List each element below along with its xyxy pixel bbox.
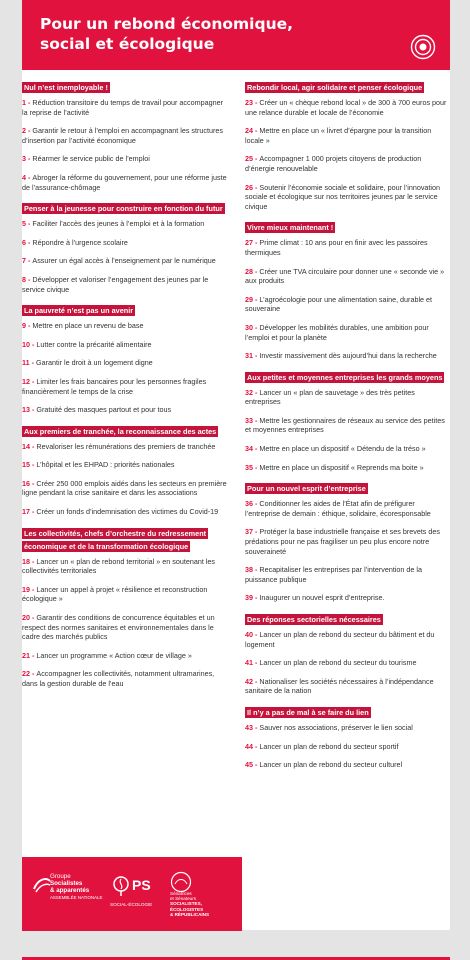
measure-dash: - [255, 322, 258, 332]
measure-number: 19 [22, 584, 30, 594]
ps-logo [110, 871, 160, 917]
section [245, 481, 450, 603]
measure-number: 16 [22, 478, 30, 488]
measure-text: Lancer un plan de rebond du secteur sportif [259, 741, 399, 751]
measure-item [22, 479, 227, 498]
section-title: Aux premiers de tranchée, la reconnaissance des actes [24, 426, 217, 436]
section-heading [245, 705, 450, 718]
measure-item [22, 98, 227, 117]
section-heading [22, 80, 227, 93]
measure-item [245, 295, 450, 314]
measure-text: L’hôpital et les EHPAD : priorités nationales [36, 460, 175, 470]
section [22, 303, 227, 415]
measure-text: Mettre en place un « livret d’épargne pour la transition locale » [245, 126, 432, 145]
measure-number: 34 [245, 444, 253, 454]
swoosh-icon [32, 875, 52, 895]
measure-dash: - [255, 98, 258, 107]
measure-dash: - [32, 460, 35, 470]
measure-item [245, 238, 450, 257]
measure-text: Créer une TVA circulaire pour donner une « seconde vie » aux produits [245, 266, 445, 286]
measure-dash: - [255, 351, 258, 361]
senat-line-3: SOCIALISTES, [170, 901, 202, 907]
group-line-2: Socialistes [50, 880, 83, 887]
section-heading [22, 526, 227, 552]
measure-dash: - [255, 154, 258, 164]
measure-number: 32 [245, 387, 253, 397]
measure-number: 27 [245, 238, 253, 248]
section [245, 370, 450, 473]
measure-number: 25 [245, 154, 253, 164]
measure-dash: - [255, 658, 258, 668]
measure-item [245, 677, 450, 696]
section-title: Pour un nouvel esprit d’entreprise [247, 484, 366, 494]
measure-text: Prime climat : 10 ans pour en finir avec les passoires thermiques [245, 238, 428, 257]
section-title: Penser à la jeunesse pour construire en fonction du futur [24, 204, 223, 214]
measure-dash: - [255, 593, 258, 603]
measure-text: Soutenir l’économie sociale et solidaire, pour l’innovation sociale et écologique sur nos territoires jeunes par le service civique [245, 182, 440, 211]
measure-item [245, 565, 450, 584]
section-title: Vivre mieux maintenant ! [247, 223, 334, 233]
measure-number: 45 [245, 760, 253, 770]
measure-text: Recapitaliser les entreprises par l’intervention de la puissance publique [245, 565, 423, 584]
measure-number: 13 [22, 405, 30, 415]
measure-text: Protéger la base industrielle française et ses brevets des prédations pour ne pas fragiliser un peu plus encore notre souveraineté [245, 527, 440, 556]
measure-number: 9 [22, 321, 26, 331]
measure-item [245, 742, 450, 752]
measure-dash: - [28, 98, 31, 107]
measure-number: 40 [245, 630, 253, 639]
measure-dash: - [32, 669, 35, 679]
measure-text: Limiter les frais bancaires pour les personnes fragiles financièrement le temps de la crise [22, 376, 207, 396]
measure-dash: - [32, 613, 35, 623]
measure-number: 10 [22, 339, 30, 349]
measure-item [22, 173, 227, 192]
measure-number: 4 [22, 172, 26, 182]
measure-item [245, 499, 450, 518]
senat-line-2: et Sénateurs [170, 896, 197, 902]
measure-text: Réduction transitoire du temps de travail pour accompagner la reprise de l’activité [22, 98, 223, 117]
measure-item [245, 527, 450, 556]
section-heading [245, 220, 450, 233]
left-column [22, 80, 227, 698]
measure-item [22, 669, 227, 688]
ps-subtitle: SOCIAL-ÉCOLOGIE [110, 902, 153, 907]
measure-number: 29 [245, 294, 253, 304]
measure-dash: - [32, 650, 35, 660]
section-title: Les collectivités, chefs d’orchestre du redressement économique et de la transformation écologique [24, 528, 207, 551]
right-column [245, 80, 450, 779]
measure-item [22, 126, 227, 145]
measure-item [245, 388, 450, 407]
measure-dash: - [255, 499, 258, 509]
measure-item [22, 275, 227, 294]
title-line-1: Pour un rebond économique, [40, 15, 294, 33]
section [22, 201, 227, 294]
content-card [22, 70, 450, 930]
measure-item [22, 238, 227, 248]
section [245, 220, 450, 360]
measure-number: 2 [22, 126, 26, 136]
measure-number: 42 [245, 676, 253, 686]
measure-dash: - [255, 444, 258, 454]
measure-dash: - [32, 405, 35, 415]
measure-number: 8 [22, 274, 26, 284]
measure-dash: - [255, 126, 258, 136]
measure-dash: - [255, 387, 258, 397]
senat-line-1: Sénatrices [170, 891, 192, 896]
measure-dash: - [32, 584, 35, 594]
measure-text: Réarmer le service public de l’emploi [32, 154, 150, 164]
measure-dash: - [31, 358, 35, 368]
measure-text: Garantir le retour à l’emploi en accompagnant les structures d’insertion par l’activité économique [22, 126, 223, 145]
measure-number: 17 [22, 507, 30, 517]
measure-text: Accompagner 1 000 projets citoyens de production d’énergie renouvelable [245, 154, 422, 173]
section [245, 705, 450, 770]
measure-number: 11 [22, 358, 30, 368]
measure-number: 24 [245, 126, 253, 136]
measure-text: Revaloriser les rémunérations des premiers de tranchée [36, 441, 216, 451]
measure-dash: - [255, 238, 258, 248]
measure-dash: - [255, 722, 258, 732]
measure-text: Garantir des conditions de concurrence équitables et un respect des normes sanitaires et environnementales dans le cadre des marchés publics [22, 613, 215, 642]
section-heading [245, 481, 450, 494]
measure-dash: - [255, 527, 258, 537]
measure-number: 18 [22, 556, 30, 566]
measure-number: 15 [22, 460, 30, 470]
measure-text: Lancer un plan de rebond du secteur du tourisme [259, 658, 417, 668]
measure-text: Mettre en place un dispositif « Détendu de la tréso » [259, 444, 426, 454]
measure-text: Lancer un plan de rebond du secteur culturel [259, 760, 403, 770]
section-heading [245, 370, 450, 383]
measure-text: Investir massivement dès aujourd’hui dans la recherche [259, 351, 437, 361]
measure-item [245, 98, 450, 117]
page-title [40, 14, 360, 54]
measure-item [22, 585, 227, 604]
measure-dash: - [32, 441, 35, 451]
measure-text: Faciliter l’accès des jeunes à l’emploi et à la formation [32, 219, 205, 229]
measure-text: Créer un fonds d’indemnisation des victimes du Covid-19 [36, 507, 219, 517]
measure-number: 30 [245, 322, 253, 332]
measure-number: 23 [245, 98, 253, 107]
measure-text: Abroger la réforme du gouvernement, pour une réforme juste de l’assurance-chômage [22, 172, 227, 192]
circle-emblem-icon [170, 871, 192, 893]
measure-number: 38 [245, 565, 253, 575]
measure-text: Lancer un programme « Action cœur de village » [36, 650, 192, 660]
measure-number: 6 [22, 237, 26, 247]
measure-item [245, 183, 450, 212]
measure-dash: - [28, 154, 31, 164]
section-heading [22, 424, 227, 437]
group-line-4: ASSEMBLÉE NATIONALE [50, 895, 103, 900]
section [22, 526, 227, 689]
measure-item [22, 460, 227, 470]
measure-item [22, 557, 227, 576]
measure-text: Lancer un plan de rebond du secteur du bâtiment et du logement [245, 630, 435, 649]
measure-text: Mettre les gestionnaires de réseaux au service des petites et moyennes entreprises [245, 415, 445, 435]
group-line-3: & apparentés [50, 887, 90, 894]
section-heading [245, 612, 450, 625]
measure-item [22, 507, 227, 517]
measure-dash: - [32, 507, 35, 517]
measure-text: Nationaliser les sociétés nécessaires à l’indépendance sanitaire de la nation [245, 676, 434, 696]
section-title: La pauvreté n’est pas un avenir [24, 306, 134, 316]
measure-text: Conditionner les aides de l’État afin de préfigurer l’entreprise de demain : éthique, solidaire, écoresponsable [245, 499, 431, 518]
measure-item [245, 760, 450, 770]
ps-logo-text: PS [132, 877, 151, 893]
measure-number: 35 [245, 462, 253, 472]
measure-number: 28 [245, 266, 253, 276]
measure-number: 7 [22, 256, 26, 266]
section [245, 612, 450, 696]
senat-line-4: ÉCOLOGISTES [170, 906, 204, 912]
measure-text: Développer et valoriser l’engagement des jeunes par le service civique [22, 274, 209, 294]
measure-item [22, 613, 227, 642]
measure-dash: - [28, 126, 31, 136]
measure-dash: - [255, 462, 258, 472]
measure-item [245, 723, 450, 733]
measure-text: Mettre en place un revenu de base [32, 321, 144, 331]
measure-number: 41 [245, 658, 253, 668]
measure-number: 12 [22, 376, 30, 386]
title-line-2: social et écologique [40, 35, 215, 53]
measure-item [245, 416, 450, 435]
measure-item [22, 442, 227, 452]
measure-dash: - [255, 741, 258, 751]
measure-item [245, 630, 450, 649]
measure-number: 39 [245, 593, 253, 603]
group-line-1: Groupe [50, 873, 71, 880]
measure-number: 26 [245, 182, 253, 192]
measure-item [245, 267, 450, 286]
section-title: Rebondir local, agir solidaire et penser écologique [247, 83, 423, 92]
measure-dash: - [255, 294, 258, 304]
rose-icon [110, 875, 132, 897]
section-heading [22, 201, 227, 214]
section-title: Aux petites et moyennes entreprises les grands moyens [247, 372, 443, 382]
measure-text: L’agroécologie pour une alimentation saine, durable et souveraine [245, 294, 433, 314]
measure-item [245, 323, 450, 342]
measure-text: Lutter contre la précarité alimentaire [36, 339, 152, 349]
section-title: Nul n’est inemployable ! [24, 83, 108, 92]
measure-dash: - [255, 676, 258, 686]
measure-number: 43 [245, 722, 253, 732]
measure-dash: - [255, 266, 258, 276]
measure-dash: - [28, 219, 31, 229]
measure-item [22, 154, 227, 164]
measure-number: 1 [22, 98, 26, 107]
measure-item [245, 351, 450, 361]
measure-item [22, 340, 227, 350]
footer-logos [22, 857, 242, 931]
section-heading [22, 303, 227, 316]
measure-number: 20 [22, 613, 30, 623]
senat-logo [170, 871, 236, 917]
section [22, 80, 227, 192]
measure-item [22, 358, 227, 368]
measure-number: 5 [22, 219, 26, 229]
measure-number: 44 [245, 741, 253, 751]
measure-dash: - [32, 478, 35, 488]
measure-text: Créer un « chèque rebond local » de 300 à 700 euros pour une relance durable et locale de l’économie [245, 98, 447, 117]
measure-text: Garantir le droit à un logement digne [36, 358, 153, 368]
measure-text: Inaugurer un nouvel esprit d’entreprise. [259, 593, 385, 603]
measure-text: Mettre en place un dispositif « Reprends ma boite » [259, 462, 424, 472]
measure-dash: - [255, 760, 258, 770]
section-title: Il n’y a pas de mal à se faire du lien [247, 707, 369, 717]
measure-dash: - [255, 630, 258, 639]
measure-item [22, 377, 227, 396]
measure-number: 36 [245, 499, 253, 509]
measure-number: 14 [22, 441, 30, 451]
measure-dash: - [32, 376, 35, 386]
measure-item [245, 593, 450, 603]
section [245, 80, 450, 211]
groupe-socialistes-logo [32, 873, 102, 915]
measure-text: Lancer un appel à projet « résilience et reconstruction écologique » [22, 584, 208, 604]
measure-number: 22 [22, 669, 30, 679]
measure-text: Lancer un « plan de sauvetage » des très petites entreprises [245, 387, 415, 407]
measure-item [22, 405, 227, 415]
measure-item [22, 256, 227, 266]
measure-text: Lancer un « plan de rebond territorial » en soutenant les collectivités territoriales [22, 556, 216, 576]
measure-item [22, 651, 227, 661]
measure-number: 31 [245, 351, 253, 361]
measure-dash: - [28, 237, 31, 247]
measure-item [22, 321, 227, 331]
measure-text: Créer 250 000 emplois aidés dans les secteurs en première ligne pendant la crise sanitaire et dans les associations [22, 478, 227, 498]
section [22, 424, 227, 517]
measure-number: 21 [22, 650, 30, 660]
measure-dash: - [255, 182, 258, 192]
measure-item [245, 463, 450, 473]
measure-item [245, 126, 450, 145]
measure-dash: - [28, 256, 31, 266]
measure-item [245, 444, 450, 454]
measure-dash: - [32, 556, 35, 566]
measure-text: Gratuité des masques partout et pour tous [36, 405, 172, 415]
measure-text: Accompagner les collectivités, notamment ultramarines, dans la gestion durable de l’eau [22, 669, 215, 688]
measure-text: Développer les mobilités durables, une ambition pour l’emploi et pour la planète [245, 322, 429, 342]
measure-number: 37 [245, 527, 253, 537]
measure-number: 3 [22, 154, 26, 164]
senat-line-5: & RÉPUBLICAINS [170, 911, 210, 917]
header-banner [22, 0, 450, 70]
section-heading [245, 80, 450, 93]
measure-text: Sauver nos associations, préserver le lien social [259, 722, 413, 732]
measure-item [245, 154, 450, 173]
measure-number: 33 [245, 415, 253, 425]
measure-dash: - [28, 321, 31, 331]
section-title: Des réponses sectorielles nécessaires [247, 615, 381, 624]
measure-dash: - [32, 339, 35, 349]
measure-dash: - [255, 415, 258, 425]
measure-text: Répondre à l’urgence scolaire [32, 237, 128, 247]
target-icon [410, 34, 436, 60]
measure-dash: - [28, 172, 31, 182]
measure-item [22, 219, 227, 229]
measure-dash: - [28, 274, 31, 284]
measure-item [245, 658, 450, 668]
measure-text: Assurer un égal accès à l’enseignement par le numérique [32, 256, 216, 266]
measure-dash: - [255, 565, 258, 575]
